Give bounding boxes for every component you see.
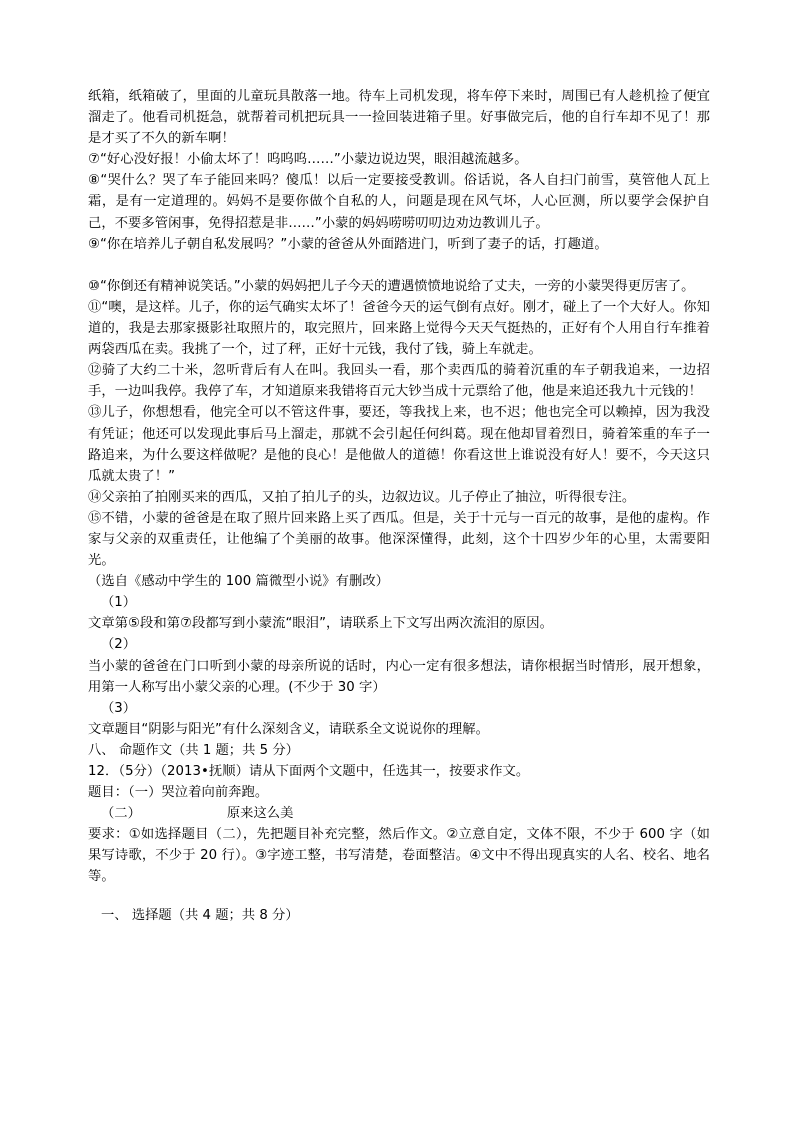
paragraph-marker: ⑪ (88, 299, 102, 315)
passage-paragraph (88, 170, 710, 233)
paragraph-marker: ⑮ (88, 510, 102, 526)
paragraph-marker: ⑭ (88, 489, 102, 505)
passage-source-note: （选自《感动中学生的 100 篇微型小说》有删改） (88, 574, 390, 590)
composition-question-number: 12． (88, 764, 119, 779)
paragraph-text: “你在培养儿子朝自私发展吗？”小蒙的爸爸从外面踏进门，听到了妻子的话，打趣道。 (99, 236, 608, 252)
question-text: 文章题目“阴影与阳光”有什么深刻含义，请联系全文说说你的理解。 (88, 721, 489, 737)
section-gap (88, 888, 710, 905)
answer-section-heading: 一、 选择题（共 4 题；共 8 分） (101, 907, 299, 923)
composition-score: （5分） (118, 764, 161, 779)
composition-source: （2013•抚顺） (160, 764, 249, 779)
passage-paragraph (88, 508, 710, 571)
paragraph-marker: ⑧ (88, 173, 101, 189)
composition-topic-two-text: 原来这么美 (226, 806, 294, 822)
paragraph-text: 父亲拍了拍刚买来的西瓜，又拍了拍儿子的头，边叙边议。儿子停止了抽泣，听得很专注。 (101, 489, 636, 505)
paragraph-text: 不错，小蒙的爸爸是在取了照片回来路上买了西瓜。但是，关于十元与一百元的故事，是他的虚构。作家与父亲的双重责任，让他编了个美丽的故事。他深深懂得，此刻，这个十四岁少年的心里，太需要阳光。 (88, 510, 710, 569)
page-content (88, 86, 710, 926)
composition-requirements: 要求：①如选择题目（二），先把题目补充完整，然后作文。②立意自定，文体不限，不少于 600 字（如果写诗歌，不少于 20 行）。③字迹工整，书写清楚，卷面整洁。④文中不得出现真实的人名、校名、地名等。 (88, 827, 710, 885)
paragraph-text: “哭什么？哭了车子能回来吗？傻瓜！以后一定要接受教训。俗话说，各人自扫门前雪，莫管他人瓦上霜，是有一定道理的。妈妈不是要你做个自私的人，问题是现在风气坏，人心叵测，所以要学会保护自己，不要多管闲事，免得招惹是非……”小蒙的妈妈唠唠叨叨边劝边教训儿子。 (88, 173, 710, 231)
composition-prompt: 请从下面两个文题中，任选其一，按要求作文。 (248, 764, 530, 779)
paragraph-text: 儿子，你想想看，他完全可以不管这件事，要还，等我找上来，也不迟；他也完全可以赖掉，因为我没有凭证；他还可以发现此事后马上溜走，那就不会引起任何纠葛。现在他却冒着烈日，骑着笨重的车子一路追来，为什么要这样做呢？是他的良心！是他做人的道德！你看这世上谁说没有好人！要不，今天这只瓜就太贵了！” (88, 405, 710, 484)
passage-paragraph (88, 297, 710, 360)
composition-topic-two-label: （二） (101, 806, 141, 822)
passage-paragraph (88, 402, 710, 486)
composition-topic-label: 题目： (88, 785, 129, 801)
paragraph-text: 骑了大约二十米，忽听背后有人在叫。我回头一看，那个卖西瓜的骑着沉重的车子朝我追来，一边招手，一边叫我停。我停了车，才知道原来我错将百元大钞当成十元票给了他，他是来追还我九十元钱的！ (88, 363, 710, 400)
question-number: （3） (101, 700, 137, 716)
question-number: （2） (101, 637, 137, 653)
paragraph-text: “你倒还有精神说笑话。”小蒙的妈妈把儿子今天的遭遇愤愤地说给了丈夫，一旁的小蒙哭得更厉害了。 (99, 278, 695, 294)
composition-topic-one-line (88, 782, 710, 803)
paragraph-marker: ⑦ (88, 152, 100, 168)
question-number: （1） (101, 595, 137, 611)
paragraph-marker: ⑫ (88, 363, 102, 379)
composition-question-line (88, 761, 710, 782)
paragraph-marker: ⑩ (88, 278, 100, 294)
composition-section-heading: 八、 命题作文（共 1 题；共 5 分） (88, 742, 299, 758)
passage-continued-paragraph: 纸箱，纸箱破了，里面的儿童玩具散落一地。待车上司机发现，将车停下来时，周围已有人趁机捡了便宜溜走了。他看司机挺急，就帮着司机把玩具一一捡回装进箱子里。好事做完后，他的自行车却不见了！那是才买了不久的新车啊！ (88, 89, 710, 147)
paragraph-marker: ⑬ (88, 405, 102, 421)
passage-paragraph (88, 276, 710, 297)
passage-paragraph (88, 149, 710, 170)
composition-topic-two-line (88, 803, 710, 824)
paragraph-marker: ⑨ (88, 236, 100, 252)
passage-paragraph (88, 234, 710, 255)
passage-paragraph (88, 487, 710, 508)
passage-paragraph (88, 360, 710, 402)
question-text: 当小蒙的爸爸在门口听到小蒙的母亲所说的话时，内心一定有很多想法，请你根据当时情形，展开想象，用第一人称写出小蒙父亲的心理。(不少于 30 字） (88, 658, 710, 695)
paragraph-text: “噢，是这样。儿子，你的运气确实太坏了！爸爸今天的运气倒有点好。刚才，碰上了一个大好人。你知道的，我是去那家摄影社取照片的，取完照片，回来路上觉得今天天气挺热的，正好有个人用自行车推着两袋西瓜在卖。我挑了一个，过了秤，正好十元钱，我付了钱，骑上车就走。 (88, 299, 710, 358)
paragraph-text: “好心没好报！小偷太坏了！呜呜呜……”小蒙边说边哭，眼泪越流越多。 (99, 152, 528, 168)
blank-spacer-line (88, 255, 710, 276)
question-text: 文章第⑤段和第⑦段都写到小蒙流“眼泪”，请联系上下文写出两次流泪的原因。 (88, 616, 553, 632)
composition-topic-one: （一）哭泣着向前奔跑。 (128, 785, 269, 801)
